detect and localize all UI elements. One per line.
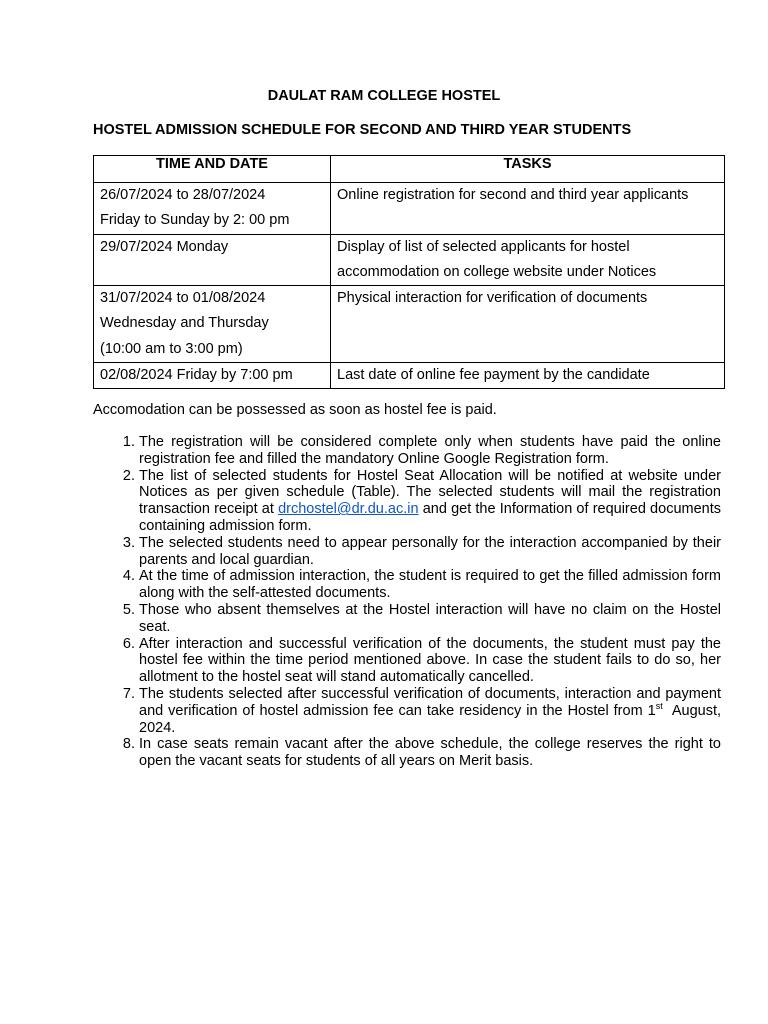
task-line: accommodation on college website under Notices [337,263,657,280]
time-cell [94,286,331,363]
task-cell [331,234,725,286]
time-line: 31/07/2024 to 01/08/2024 [100,290,266,307]
list-item [139,686,721,736]
task-cell [331,286,725,363]
task-line: Display of list of selected applicants for hostel [337,238,630,255]
list-item [139,636,721,686]
rule-text: Those who absent themselves at the Hostel interaction will have no claim on the Hostel seat. [139,601,721,635]
document-subtitle: HOSTEL ADMISSION SCHEDULE FOR SECOND AND THIRD YEAR STUDENTS [93,122,632,138]
list-item [139,568,721,602]
rule-text: The selected students need to appear personally for the interaction accompanied by their parents and local guardian. [139,534,721,568]
schedule-table [93,155,725,389]
task-cell [331,363,725,389]
table-header-row [94,156,725,183]
rule-text: After interaction and successful verification of the documents, the student must pay the hostel fee within the time period mentioned above. In case the student fails to do so, her allotment to the hostel seat will stand automatically cancelled. [139,635,721,686]
time-line: Friday to Sunday by 2: 00 pm [100,212,290,229]
time-line: Wednesday and Thursday [100,315,269,332]
rule-text: In case seats remain vacant after the above schedule, the college reserves the right to open the vacant seats for students of all years on Merit basis. [139,736,721,770]
time-line: 26/07/2024 to 28/07/2024 [100,187,266,203]
time-cell [94,183,331,235]
list-item [139,736,721,770]
header-time-and-date: TIME AND DATE [94,156,331,183]
table-row [94,234,725,286]
header-tasks: TASKS [331,156,725,183]
rule-text: At the time of admission interaction, the student is required to get the filled admission form along with the self-attested documents. [139,568,721,602]
table-row [94,286,725,363]
time-line: (10:00 am to 3:00 pm) [100,340,243,357]
list-item [139,434,721,468]
rule-text: and get the Information of required documents containing admission form. [139,501,721,534]
email-link[interactable]: drchostel@dr.du.ac.in [278,501,419,518]
time-line: 02/08/2024 Friday by 7:00 pm [100,367,293,384]
list-item [139,602,721,636]
document-title: DAULAT RAM COLLEGE HOSTEL [267,88,501,104]
task-cell [331,183,725,235]
rules-list [93,434,721,770]
task-line: Last date of online fee payment by the candidate [337,367,650,384]
time-cell [94,234,331,286]
list-item [139,535,721,569]
task-line: Online registration for second and third year applicants [337,187,689,203]
rule-text: The list of selected students for Hostel Seat Allocation will be notified at website under Notices as per given schedule (Table). The selected students will mail the registration transaction receipt at [139,467,721,518]
time-line: 29/07/2024 Monday [100,238,229,255]
table-row [94,183,725,235]
rule-text: The students selected after successful verification of documents, interaction and payment and verification of hostel admission fee can take residency in the Hostel from 1 [139,685,721,719]
task-line: Physical interaction for verification of documents [337,290,648,307]
rule-text: August, 2024. [139,702,721,736]
intro-paragraph: Accomodation can be possessed as soon as hostel fee is paid. [93,402,497,418]
table-row [94,363,725,389]
rule-text: The registration will be considered complete only when students have paid the online registration fee and filled the mandatory Online Google Registration form. [139,434,721,467]
list-item [139,468,721,535]
time-cell [94,363,331,389]
ordinal-suffix: st [655,700,663,711]
